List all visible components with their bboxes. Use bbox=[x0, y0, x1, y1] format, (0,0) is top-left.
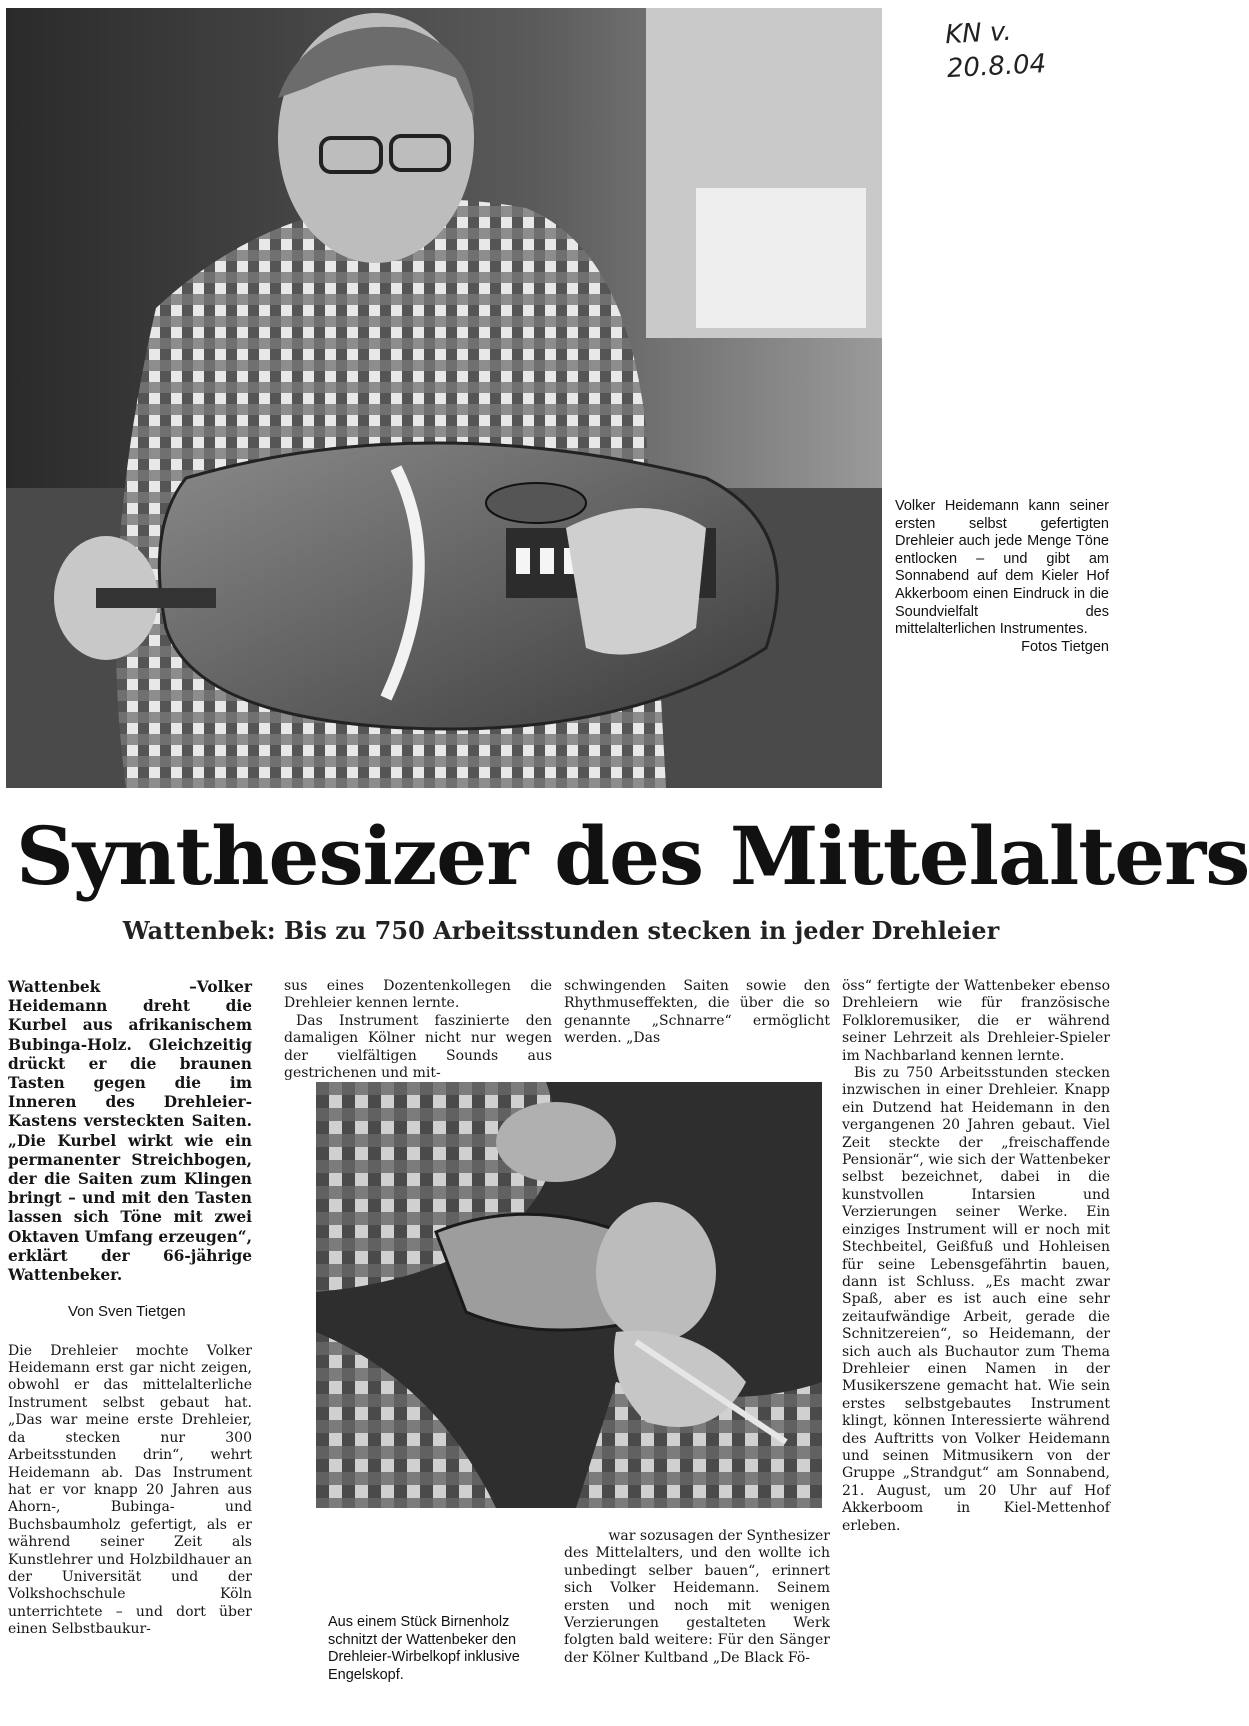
man-playing-hurdy-gurdy-photo bbox=[6, 8, 882, 788]
column-3-paragraph-2b: des Mittelalters, und den wollte ich unbedingt selber bauen“, erinnert sich Volker Heidemann. Seinem ersten und noch mit wenigen Verzierungen gestalteten Werk folgten bald weitere: Für den Sänger der Kölner Kultband „De Black Fö- bbox=[564, 1545, 830, 1666]
photo-top-caption-text: Volker Heidemann kann seiner ersten selbst gefertigten Drehleier auch jede Menge Töne entlocken – und gibt am Sonnabend auf dem Kieler Hof Akkerboom einen Eindruck in die Soundvielfalt des mittelalterlichen Instrumentes. bbox=[895, 498, 1109, 638]
photo-bottom-caption-text: Aus einem Stück Birnenholz schnitzt der Wattenbeker den Drehleier-Wirbelkopf inklusive Engelskopf. bbox=[328, 1614, 520, 1683]
note-line-2: 20.8.04 bbox=[946, 48, 1047, 85]
headline: Synthesizer des Mittelalters bbox=[16, 809, 1249, 903]
byline: Von Sven Tietgen bbox=[68, 1303, 186, 1321]
handwritten-note bbox=[944, 10, 1107, 86]
carving-closeup-photo bbox=[316, 1082, 822, 1508]
photo-bottom-caption bbox=[328, 1614, 558, 1684]
article-column-2 bbox=[284, 978, 552, 1082]
subheadline: Wattenbek: Bis zu 750 Arbeitsstunden stecken in jeder Drehleier bbox=[122, 916, 1000, 945]
column-1-body: Die Drehleier mochte Volker Heidemann erst gar nicht zeigen, obwohl er das mittelalterliche Instrument selbst gebaut hat. „Das war meine erste Drehleier, da stecken nur 300 Arbeitsstunden drin“, wehrt Heidemann ab. Das Instrument hat er vor knapp 20 Jahren aus Ahorn-, Bubinga- und Buchsbaumholz gefertigt, als er während seiner Zeit als Kunstlehrer und Holzbildhauer an der Universität und der Volkshochschule Köln unterrichtete – und dort über einen Selbstbaukur- bbox=[8, 1342, 252, 1638]
article-column-3-bottom bbox=[564, 1528, 830, 1667]
lead-paragraph: Wattenbek –Volker Heidemann dreht die Kurbel aus afrikanischem Bubinga-Holz. Gleichzeitig drückt er die braunen Tasten gegen die im Inneren des Drehleier-Kastens versteckten Saiten. „Die Kurbel wirkt wie ein permanenter Streichbogen, der die Saiten zum Klingen bringt – und mit den Tasten lassen sich Töne mit zwei Oktaven Umfang erzeugen“, erklärt der 66-jährige Wattenbeker. bbox=[8, 978, 252, 1285]
note-line-1: KN v. bbox=[944, 16, 1013, 51]
column-4-paragraph-2: Bis zu 750 Arbeitsstunden stecken inzwischen in einer Drehleier. Knapp ein Dutzend hat Heidemann in den vergangenen 20 Jahren gebaut. Viel Zeit steckte der „freischaffende Pensionär“, wie sich der Wattenbeker selbst bezeichnet, dabei in die kunstvollen Intarsien und Verzierungen seiner Werke. Ein einziges Instrument will er noch mit Stechbeitel, Geißfuß und Hohleisen für seine Lebensgefährtin bauen, dann ist Schluss. „Es macht zwar Spaß, aber es ist auch eine sehr zeitaufwändige Arbeit, gerade die Schnitzereien“, so Heidemann, der sich auch als Buchautor zum Thema Drehleier einen Namen in der Musikerszene gemacht hat. Wie sein erstes selbstgebautes Instrument klingt, können Interessierte während des Auftritts von Volker Heidemann und seinen Mitmusikern von der Gruppe „Strandgut“ am Sonnabend, 21. August, um 20 Uhr auf Hof Akkerboom in Kiel-Mettenhof erleben. bbox=[842, 1065, 1110, 1534]
column-2-paragraph-2: Das Instrument faszinierte den damaligen Kölner nicht nur wegen der vielfältigen Sounds aus gestrichenen und mit- bbox=[284, 1012, 552, 1082]
article-column-3-top bbox=[564, 978, 830, 1048]
photo-bottom-illustration bbox=[316, 1082, 822, 1508]
article-column-4 bbox=[842, 978, 1110, 1535]
photo-top-caption bbox=[895, 498, 1109, 656]
column-3-paragraph-1: schwingenden Saiten sowie den Rhythmuseffekten, die über die so genannte „Schnarre“ ermöglicht werden. „Das bbox=[564, 978, 830, 1047]
article-column-1 bbox=[8, 978, 252, 1639]
column-3-paragraph-2a: war sozusagen der Synthesizer bbox=[608, 1528, 830, 1544]
column-2-paragraph-1: sus eines Dozentenkollegen die Drehleier kennen lernte. bbox=[284, 978, 552, 1012]
column-4-paragraph-1: öss“ fertigte der Wattenbeker ebenso Drehleiern wie für französische Folkloremusiker, die er während seiner Lehrzeit als Drehleier-Spieler im Nachbarland kennen lernte. bbox=[842, 978, 1110, 1064]
photo-top-illustration bbox=[6, 8, 882, 788]
photo-credit: Fotos Tietgen bbox=[1021, 638, 1109, 655]
